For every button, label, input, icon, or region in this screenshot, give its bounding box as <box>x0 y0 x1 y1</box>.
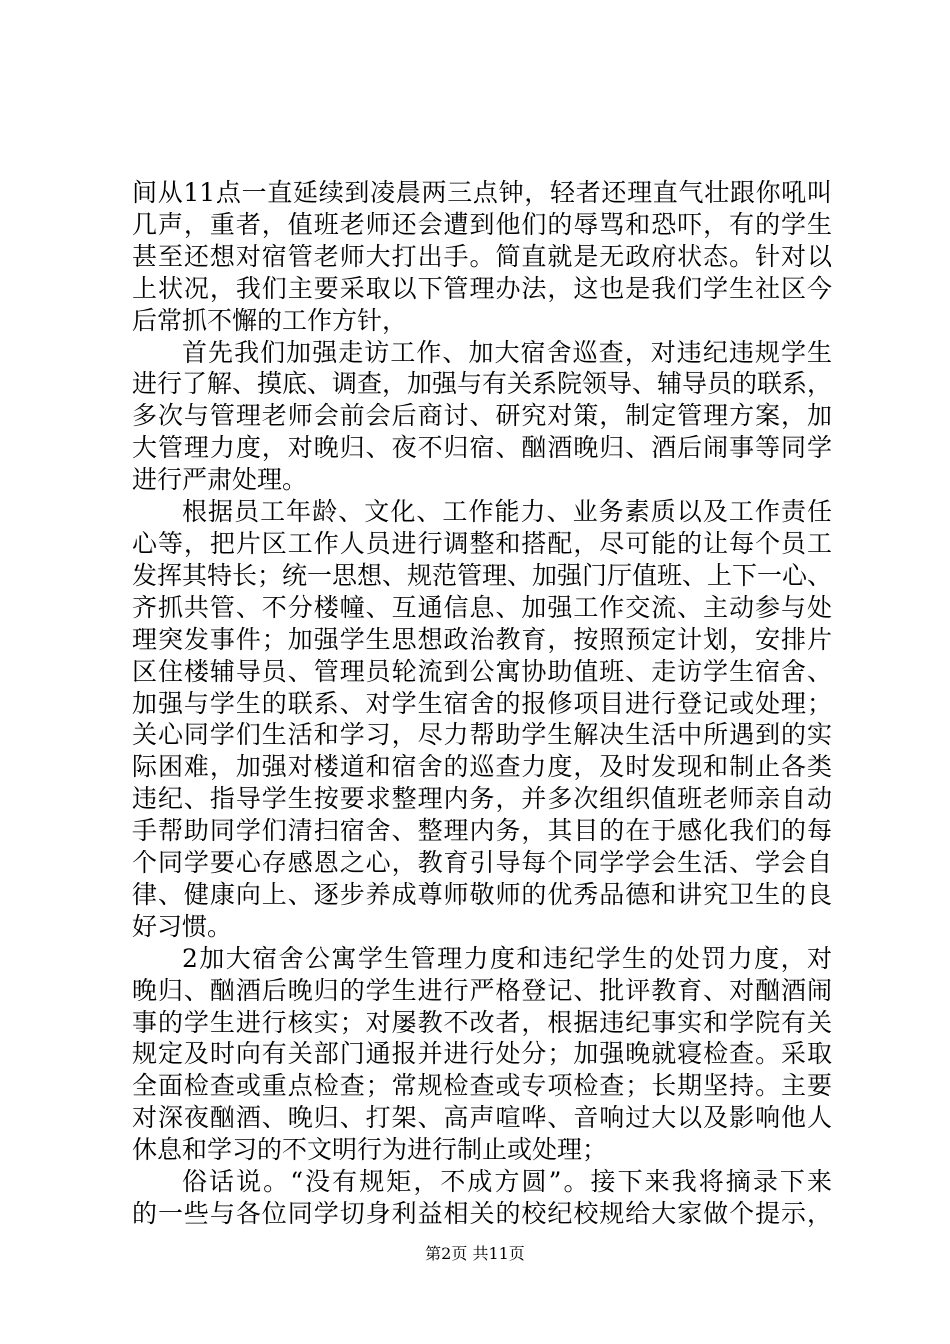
text-line: 的一些与各位同学切身利益相关的校纪校规给大家做个提示， <box>132 1199 832 1228</box>
text-line: 违纪、指导学生按要求整理内务，并多次组织值班老师亲自动 <box>132 784 832 813</box>
text-line: 多次与管理老师会前会后商讨、研究对策，制定管理方案，加 <box>132 401 832 430</box>
text-line: 关心同学们生活和学习，尽力帮助学生解决生活中所遇到的实 <box>132 720 832 749</box>
text-line: 甚至还想对宿管老师大打出手。简直就是无政府状态。针对以 <box>132 242 832 271</box>
text-line: 心等，把片区工作人员进行调整和搭配，尽可能的让每个员工 <box>132 529 832 558</box>
paragraph-first-line: 2加大宿舍公寓学生管理力度和违纪学生的处罚力度，对 <box>182 944 832 973</box>
text-line: 晚归、酗酒后晚归的学生进行严格登记、批评教育、对酗酒闹 <box>132 976 832 1005</box>
text-line: 几声，重者，值班老师还会遭到他们的辱骂和恐吓，有的学生 <box>132 210 832 239</box>
text-line: 齐抓共管、不分楼幢、互通信息、加强工作交流、主动参与处 <box>132 593 832 622</box>
paragraph-first-line: 首先我们加强走访工作、加大宿舍巡查，对违纪违规学生 <box>182 338 832 367</box>
text-line: 个同学要心存感恩之心，教育引导每个同学学会生活、学会自 <box>132 848 832 877</box>
paragraph-first-line: 俗话说。“没有规矩，不成方圆”。接下来我将摘录下来 <box>182 1167 832 1196</box>
text-line: 加强与学生的联系、对学生宿舍的报修项目进行登记或处理； <box>132 689 832 718</box>
text-line: 大管理力度，对晚归、夜不归宿、酗酒晚归、酒后闹事等同学 <box>132 433 832 462</box>
page-number-footer: 第2页 共11页 <box>425 1244 525 1263</box>
text-line: 上状况，我们主要采取以下管理办法，这也是我们学生社区今 <box>132 274 832 303</box>
text-line: 后常抓不懈的工作方针， <box>132 306 408 335</box>
text-line: 事的学生进行核实；对屡教不改者，根据违纪事实和学院有关 <box>132 1008 832 1037</box>
text-line: 区住楼辅导员、管理员轮流到公寓协助值班、走访学生宿舍、 <box>132 657 832 686</box>
text-line: 全面检查或重点检查；常规检查或专项检查；长期坚持。主要 <box>132 1071 832 1100</box>
paragraph-first-line: 根据员工年龄、文化、工作能力、业务素质以及工作责任 <box>182 497 832 526</box>
text-line: 律、健康向上、逐步养成尊师敬师的优秀品德和讲究卫生的良 <box>132 880 832 909</box>
text-line: 规定及时向有关部门通报并进行处分；加强晚就寝检查。采取 <box>132 1039 832 1068</box>
text-line: 对深夜酗酒、晚归、打架、高声喧哗、音响过大以及影响他人 <box>132 1103 832 1132</box>
text-line: 进行了解、摸底、调查，加强与有关系院领导、辅导员的联系， <box>132 369 833 398</box>
text-line: 发挥其特长；统一思想、规范管理、加强门厅值班、上下一心、 <box>132 561 833 590</box>
text-line: 休息和学习的不文明行为进行制止或处理； <box>132 1135 608 1164</box>
text-line: 间从11点一直延续到凌晨两三点钟，轻者还理直气壮跟你吼叫 <box>132 178 832 207</box>
text-line: 好习惯。 <box>132 912 233 941</box>
text-line: 进行严肃处理。 <box>132 465 308 494</box>
text-line: 际困难，加强对楼道和宿舍的巡查力度，及时发现和制止各类 <box>132 752 832 781</box>
text-line: 理突发事件；加强学生思想政治教育，按照预定计划，安排片 <box>132 625 832 654</box>
text-line: 手帮助同学们清扫宿舍、整理内务，其目的在于感化我们的每 <box>132 816 832 845</box>
